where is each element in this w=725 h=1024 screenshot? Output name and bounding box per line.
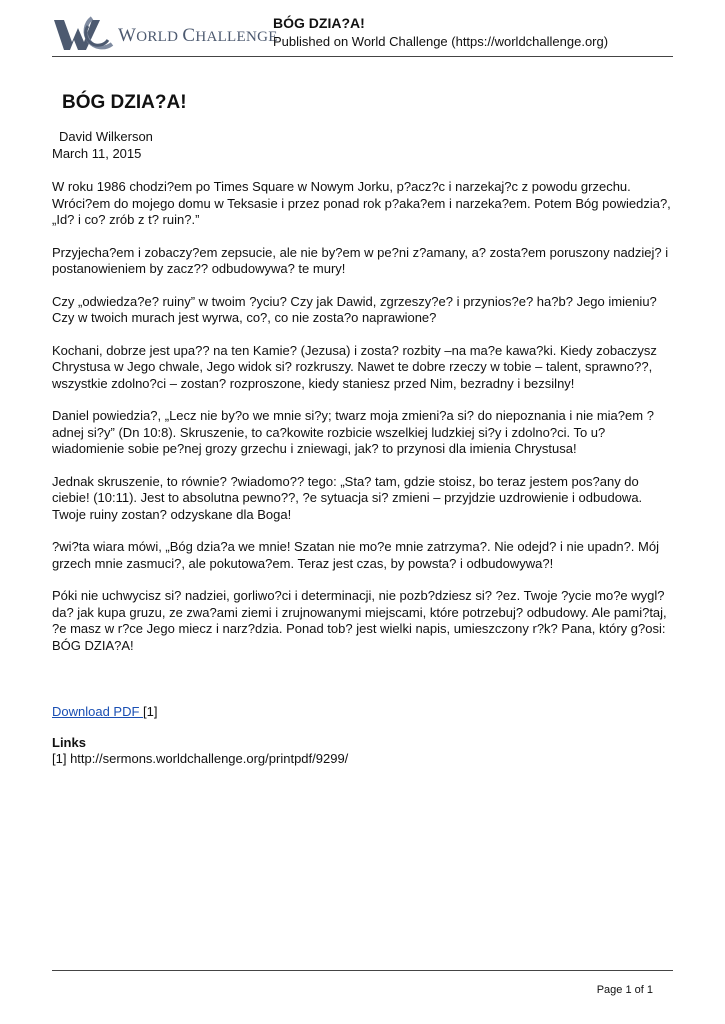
article-paragraph: Kochani, dobrze jest upa?? na ten Kamie? (Jezusa) i zosta? rozbity –na ma?e kawa?ki. Kiedy zobaczysz Chrystusa w Jego chwale, Jego widok si? rozkruszy. Nawet te dobre rzeczy w tobie – talent, sprawno??, wszystkie zdolno?ci – zostan? rozproszone, kiedy staniesz przed Nim, bezradny i bezsilny!: [52, 342, 657, 391]
article-date: March 11, 2015: [52, 145, 142, 161]
published-on-text: Published on World Challenge (https://worldchallenge.org): [273, 34, 609, 49]
header-title: BÓG DZIA?A!: [273, 15, 365, 31]
download-pdf-link[interactable]: Download PDF: [52, 704, 144, 719]
world-challenge-logo: [52, 14, 278, 52]
article-paragraph: ?wi?ta wiara mówi, „Bóg dzia?a we mnie! Szatan nie mo?e mnie zatrzyma?. Nie odejd? i nie upadn?. Mój grzech mnie zasmuci?, ale pokutowa?em. Teraz jest czas, by powsta? i odbudowywa?!: [52, 539, 659, 571]
article-title: BÓG DZIA?A!: [62, 92, 187, 113]
wc-globe-icon: [52, 14, 116, 52]
article-paragraph: Przyjecha?em i zobaczy?em zepsucie, ale nie by?em w pe?ni z?amany, a? zosta?em poruszony nadziej? i postanowieniem by zacz?? odbudowywa? te mury!: [52, 244, 669, 276]
article-paragraph: W roku 1986 chodzi?em po Times Square w Nowym Jorku, p?acz?c i narzekaj?c z powodu grzechu. Wróci?em do mojego domu w Teksasie i przez ponad rok p?aka?em i narzeka?em. Potem Bóg powiedzia?, „Id? i co? zrób z t? ruin?.”: [52, 179, 671, 227]
article-author: David Wilkerson: [59, 129, 153, 144]
download-row: [52, 704, 673, 721]
page-number: Page 1 of 1: [596, 984, 653, 996]
download-ref: [1]: [143, 704, 158, 719]
page-header: [52, 12, 673, 54]
article-paragraph: Daniel powiedzia?, „Lecz nie by?o we mnie si?y; twarz moja zmieni?a si? do niepoznania i nie mia?em ?adnej si?y” (Dn 10:8). Skruszenie, to ca?kowite rozbicie wszelkiej ludzkiej si?y i zdolno?ci. To u?wiadomienie sobie pe?nej grozy grzechu i zniewagi, jak? to przynosi dla imienia Chrystusa!: [52, 408, 654, 456]
header-divider: [52, 56, 673, 57]
links-heading: Links: [52, 734, 86, 750]
article-paragraph: Póki nie uchwycisz si? nadziei, gorliwo?ci i determinacji, nie pozb?dziesz si? ?ez. Twoje ?ycie mo?e wygl?da? jak kupa gruzu, ze zwa?ami ziemi i zrujnowanymi miejscami, które potrzebuj? odbudowy. Ale pami?taj, ?e masz w r?ce Jego miecz i narz?dzia. Ponad tob? jest wielki napis, umieszczony r?k? Pana, który g?osi: BÓG DZIA?A!: [52, 588, 667, 653]
link-item: [1] http://sermons.worldchallenge.org/printpdf/9299/: [52, 751, 349, 766]
logo-wordmark: WORLD CHALLENGE: [118, 25, 278, 46]
article-paragraph: Jednak skruszenie, to równie? ?wiadomo?? tego: „Sta? tam, gdzie stoisz, bo teraz jestem pos?any do ciebie! (10:11). Jest to absolutna pewno??, ?e sytuacja si? zmieni – przyjdzie uzdrowienie i odbudowa. Twoje ruiny zostan? odzyskane dla Boga!: [52, 473, 643, 522]
article-paragraph: Czy „odwiedza?e? ruiny” w twoim ?yciu? Czy jak Dawid, zgrzeszy?e? i przynios?e? ha?b? Jego imieniu? Czy w twoich murach jest wyrwa, co?, co nie zosta?o naprawione?: [52, 293, 657, 325]
footer-divider: [52, 970, 673, 971]
article: [52, 92, 673, 768]
